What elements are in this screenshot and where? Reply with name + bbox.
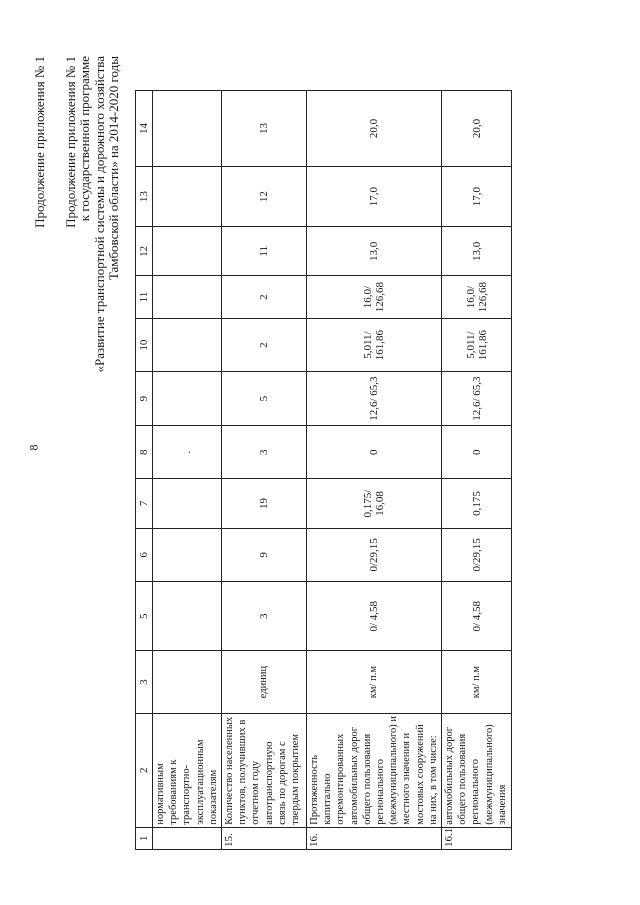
cell-value: 3 xyxy=(222,582,307,651)
cell-value: 0/29,15 xyxy=(442,528,512,582)
column-header: 5 xyxy=(136,582,153,651)
column-header: 9 xyxy=(136,372,153,426)
cell-value: 12 xyxy=(222,167,307,227)
cell-value xyxy=(153,227,222,276)
cell-value xyxy=(153,479,222,528)
cell-value: 17,0 xyxy=(307,167,442,227)
row-label: нормативным требованиям к транспортно-эксплуатационным показателям xyxy=(153,713,222,827)
column-header: 7 xyxy=(136,479,153,528)
cell-value: 20,0 xyxy=(442,91,512,167)
column-header: 10 xyxy=(136,318,153,372)
row-unit xyxy=(153,651,222,714)
cell-value: 13 xyxy=(222,91,307,167)
column-header: 13 xyxy=(136,167,153,227)
cell-value: 13,0 xyxy=(442,227,512,276)
header-line-3: «Развитие транспортной системы и дорожного хозяйства xyxy=(91,56,107,373)
cell-value: . xyxy=(153,425,222,479)
cell-value: 0/29,15 xyxy=(307,528,442,582)
row-label: Протяженность капитально отремонтированных автомобильных дорог общего пользования регионального (межмуниципального) и местного значения и мостовых сооружений на них, в том числе: xyxy=(307,713,442,827)
header-line-2: к государственной программе xyxy=(77,56,92,222)
cell-value: 19 xyxy=(222,479,307,528)
cell-value: 16,0/ 126,68 xyxy=(442,276,512,318)
cell-value xyxy=(153,318,222,372)
column-header: 6 xyxy=(136,528,153,582)
cell-value: 0/ 4,58 xyxy=(307,582,442,651)
cell-value: 0,175 xyxy=(442,479,512,528)
cell-value xyxy=(153,372,222,426)
indicators-table xyxy=(135,90,512,850)
cell-value: 2 xyxy=(222,318,307,372)
cell-value: 2 xyxy=(222,276,307,318)
cell-value: 5,011/ 161,86 xyxy=(442,318,512,372)
row-number: 16. xyxy=(307,827,442,849)
cell-value xyxy=(153,582,222,651)
column-header: 1 xyxy=(136,827,153,849)
row-label: автомобильных дорог общего пользования регионального (межмуниципального) значения xyxy=(442,713,512,827)
table-row xyxy=(442,91,512,850)
table-row xyxy=(222,91,307,850)
cell-value xyxy=(153,528,222,582)
document-header xyxy=(33,56,122,372)
cell-value: 16,0/ 126,68 xyxy=(307,276,442,318)
cell-value xyxy=(153,167,222,227)
cell-value: 3 xyxy=(222,425,307,479)
header-continuation: Продолжение приложения № 1 xyxy=(32,56,47,228)
cell-value: 5,011/ 161,86 xyxy=(307,318,442,372)
table-header-row xyxy=(136,91,153,850)
row-unit: км/ п.м xyxy=(307,651,442,714)
column-header: 12 xyxy=(136,227,153,276)
cell-value: 11 xyxy=(222,227,307,276)
row-unit: км/ п.м xyxy=(442,651,512,714)
table-row xyxy=(307,91,442,850)
cell-value: 20,0 xyxy=(307,91,442,167)
row-number xyxy=(153,827,222,849)
header-line-1: Продолжение приложения № 1 xyxy=(62,56,78,228)
row-label: Количество населенных пунктов, получивших в отчетном году автотранспортную связь по дорогам с твердым покрытием xyxy=(222,713,307,827)
cell-value: 0 xyxy=(307,425,442,479)
row-number: 16.1 xyxy=(442,827,512,849)
cell-value xyxy=(153,276,222,318)
cell-value: 0,175/ 16,08 xyxy=(307,479,442,528)
table-row xyxy=(153,91,222,850)
column-header: 2 xyxy=(136,713,153,827)
column-header: 3 xyxy=(136,651,153,714)
rotated-page xyxy=(32,50,583,850)
cell-value: 17,0 xyxy=(442,167,512,227)
cell-value: 9 xyxy=(222,528,307,582)
cell-value: 12,6/ 65,3 xyxy=(442,372,512,426)
cell-value: 13,0 xyxy=(307,227,442,276)
row-unit: единиц xyxy=(222,651,307,714)
column-header: 14 xyxy=(136,91,153,167)
cell-value: 0/ 4,58 xyxy=(442,582,512,651)
cell-value: 5 xyxy=(222,372,307,426)
column-header: 11 xyxy=(136,276,153,318)
page-number: 8 xyxy=(26,444,41,451)
cell-value: 12,6/ 65,3 xyxy=(307,372,442,426)
header-line-4: Тамбовской области» на 2014-2020 годы xyxy=(106,56,121,281)
column-header: 8 xyxy=(136,425,153,479)
cell-value: 0 xyxy=(442,425,512,479)
cell-value xyxy=(153,91,222,167)
row-number: 15. xyxy=(222,827,307,849)
